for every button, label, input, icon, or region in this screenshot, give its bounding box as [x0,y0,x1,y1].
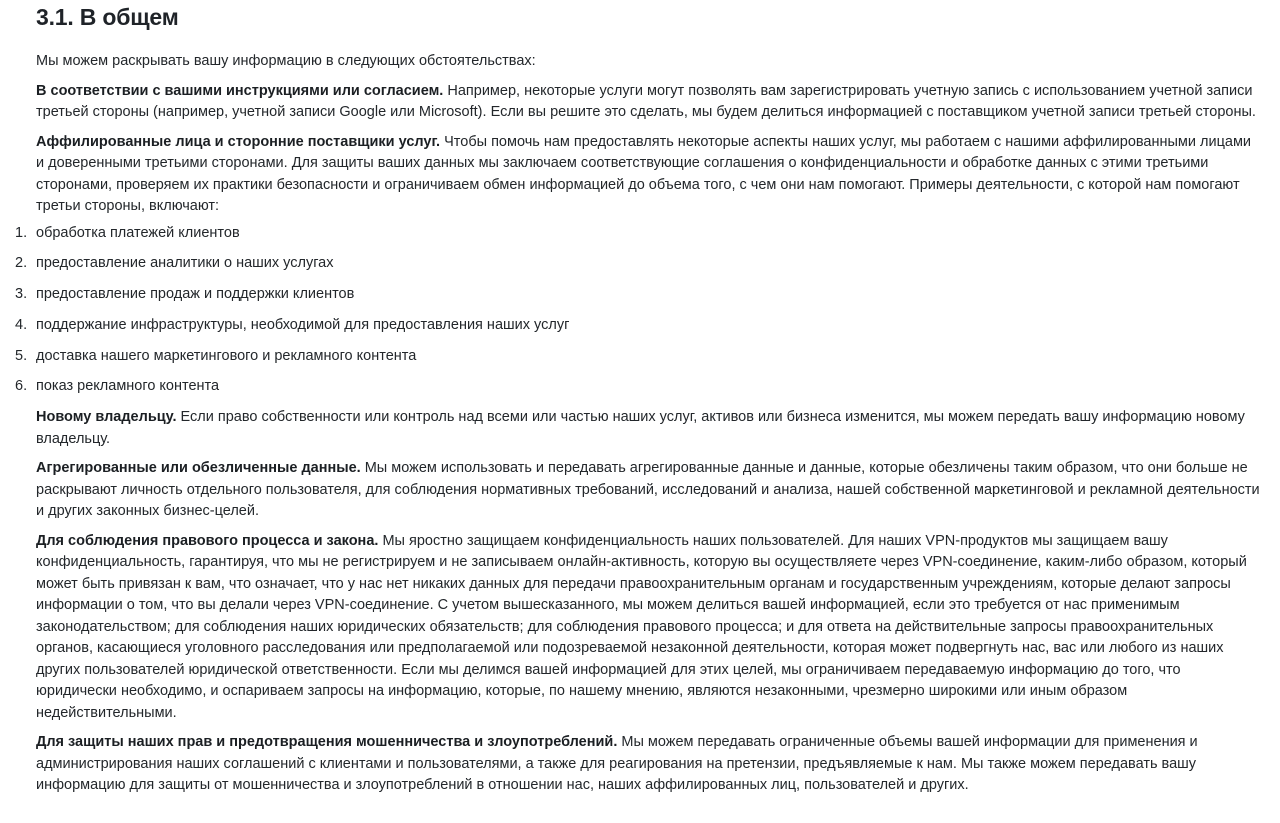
list-item-text: предоставление продаж и поддержки клиентов [36,286,355,303]
paragraph-instructions-text: Например, некоторые услуги могут позволять вам зарегистрировать учетную запись с использованием учетной записи третьей стороны (например, учетной записи Google или Microsoft). Если вы решите это сделать, мы будем делиться информацией с поставщиком учетной записи третьей стороны. [36,82,1256,120]
paragraph-affiliates-lead: Аффилированные лица и сторонние поставщики услуг. [36,133,441,150]
section-title: 3.1. В общем [36,4,179,30]
paragraph-aggregated [36,458,1262,523]
list-item-number: 5. [15,347,28,364]
paragraph-instructions [36,81,1262,124]
examples-list [15,223,1262,398]
paragraph-new-owner-lead: Новому владельцу. [36,409,177,426]
section-intro: Мы можем раскрывать вашу информацию в следующих обстоятельствах: [36,53,536,69]
paragraph-affiliates-text: Чтобы помочь нам предоставлять некоторые аспекты наших услуг, мы работаем с нашими аффилированными лицами и доверенными третьими сторонами. Для защиты ваших данных мы заключаем соответствующие соглашения о конфиденциальности и обработке данных с этими третьими сторонами, проверяем их практики безопасности и ограничиваем обмен информацией до объема того, с чем они нам помогают. Примеры деятельности, с которой нам помогают третьи стороны, включают: [36,133,1252,214]
list-item-number: 2. [15,255,28,272]
examples-list-wrap [15,223,1262,398]
paragraph-instructions-lead: В соответствии с вашими инструкциями или согласием. [36,82,444,99]
paragraph-legal [36,531,1262,725]
paragraph-legal-text: Мы яростно защищаем конфиденциальность наших пользователей. Для наших VPN-продуктов мы защищаем вашу конфиденциальность, гарантируя, что мы не регистрируем и не записываем онлайн-активность, которую вы осуществляете через VPN-соединение, каким-либо образом, который может быть привязан к вам, что означает, что у нас нет никаких данных для передачи правоохранительным органам и государственным учреждениям, которые делают запросы информации о том, что вы делали через VPN-соединение. С учетом вышесказанного, мы можем делиться вашей информацией, если это требуется от нас применимым законодательством; для соблюдения наших юридических обязательств; для соблюдения правового процесса; и для ответа на действительные запросы правоохранительных органов, касающиеся уголовного расследования или предполагаемой или подозреваемой незаконной деятельности, которая может подвергнуть нас, вас или любого из наших других пользователей юридической ответственности. Если мы делимся вашей информацией для этих целей, мы ограничиваем передаваемую информацию до того, что юридически необходимо, и оспариваем запросы на информацию, которые, по нашему мнению, являются незаконными, чрезмерно широкими или иным образом недействительными. [36,532,1247,721]
list-item-number: 3. [15,286,28,303]
paragraph-aggregated-text: Мы можем использовать и передавать агрегированные данные и данные, которые обезличены таким образом, что они больше не раскрывают личность отдельного пользователя, для соблюдения нормативных требований, исследований и анализа, нашей собственной маркетинговой и рекламной деятельности и других законных бизнес-целей. [36,460,1260,520]
paragraph-new-owner [36,407,1262,450]
list-item-text: предоставление аналитики о наших услугах [36,255,334,272]
list-item [15,223,1262,245]
paragraph-fraud-lead: Для защиты наших прав и предотвращения мошенничества и злоупотреблений. [36,734,618,751]
list-item-text: доставка нашего маркетингового и рекламного контента [36,347,417,364]
list-item-text: показ рекламного контента [36,378,220,395]
paragraph-fraud-text: Мы можем передавать ограниченные объемы вашей информации для применения и администрирования наших соглашений с клиентами и пользователями, а также для реагирования на претензии, предъявляемые к нам. Мы также можем передавать вашу информацию для защиты от мошенничества и злоупотреблений в отношении нас, наших аффилированных лиц, пользователей и других. [36,734,1198,794]
paragraph-affiliates [36,132,1262,218]
list-item-number: 4. [15,316,28,333]
list-item [15,346,1262,368]
list-item [15,376,1262,398]
paragraph-new-owner-text: Если право собственности или контроль над всеми или частью наших услуг, активов или бизнеса изменится, мы можем передать вашу информацию новому владельцу. [36,409,1245,447]
list-item-number: 1. [15,224,28,241]
paragraph-fraud [36,732,1262,797]
list-item [15,315,1262,337]
list-item [15,284,1262,306]
list-item-text: обработка платежей клиентов [36,224,240,241]
paragraph-legal-lead: Для соблюдения правового процесса и закона. [36,532,379,549]
list-item [15,253,1262,275]
list-item-text: поддержание инфраструктуры, необходимой для предоставления наших услуг [36,316,570,333]
list-item-number: 6. [15,378,28,395]
paragraph-aggregated-lead: Агрегированные или обезличенные данные. [36,460,361,477]
